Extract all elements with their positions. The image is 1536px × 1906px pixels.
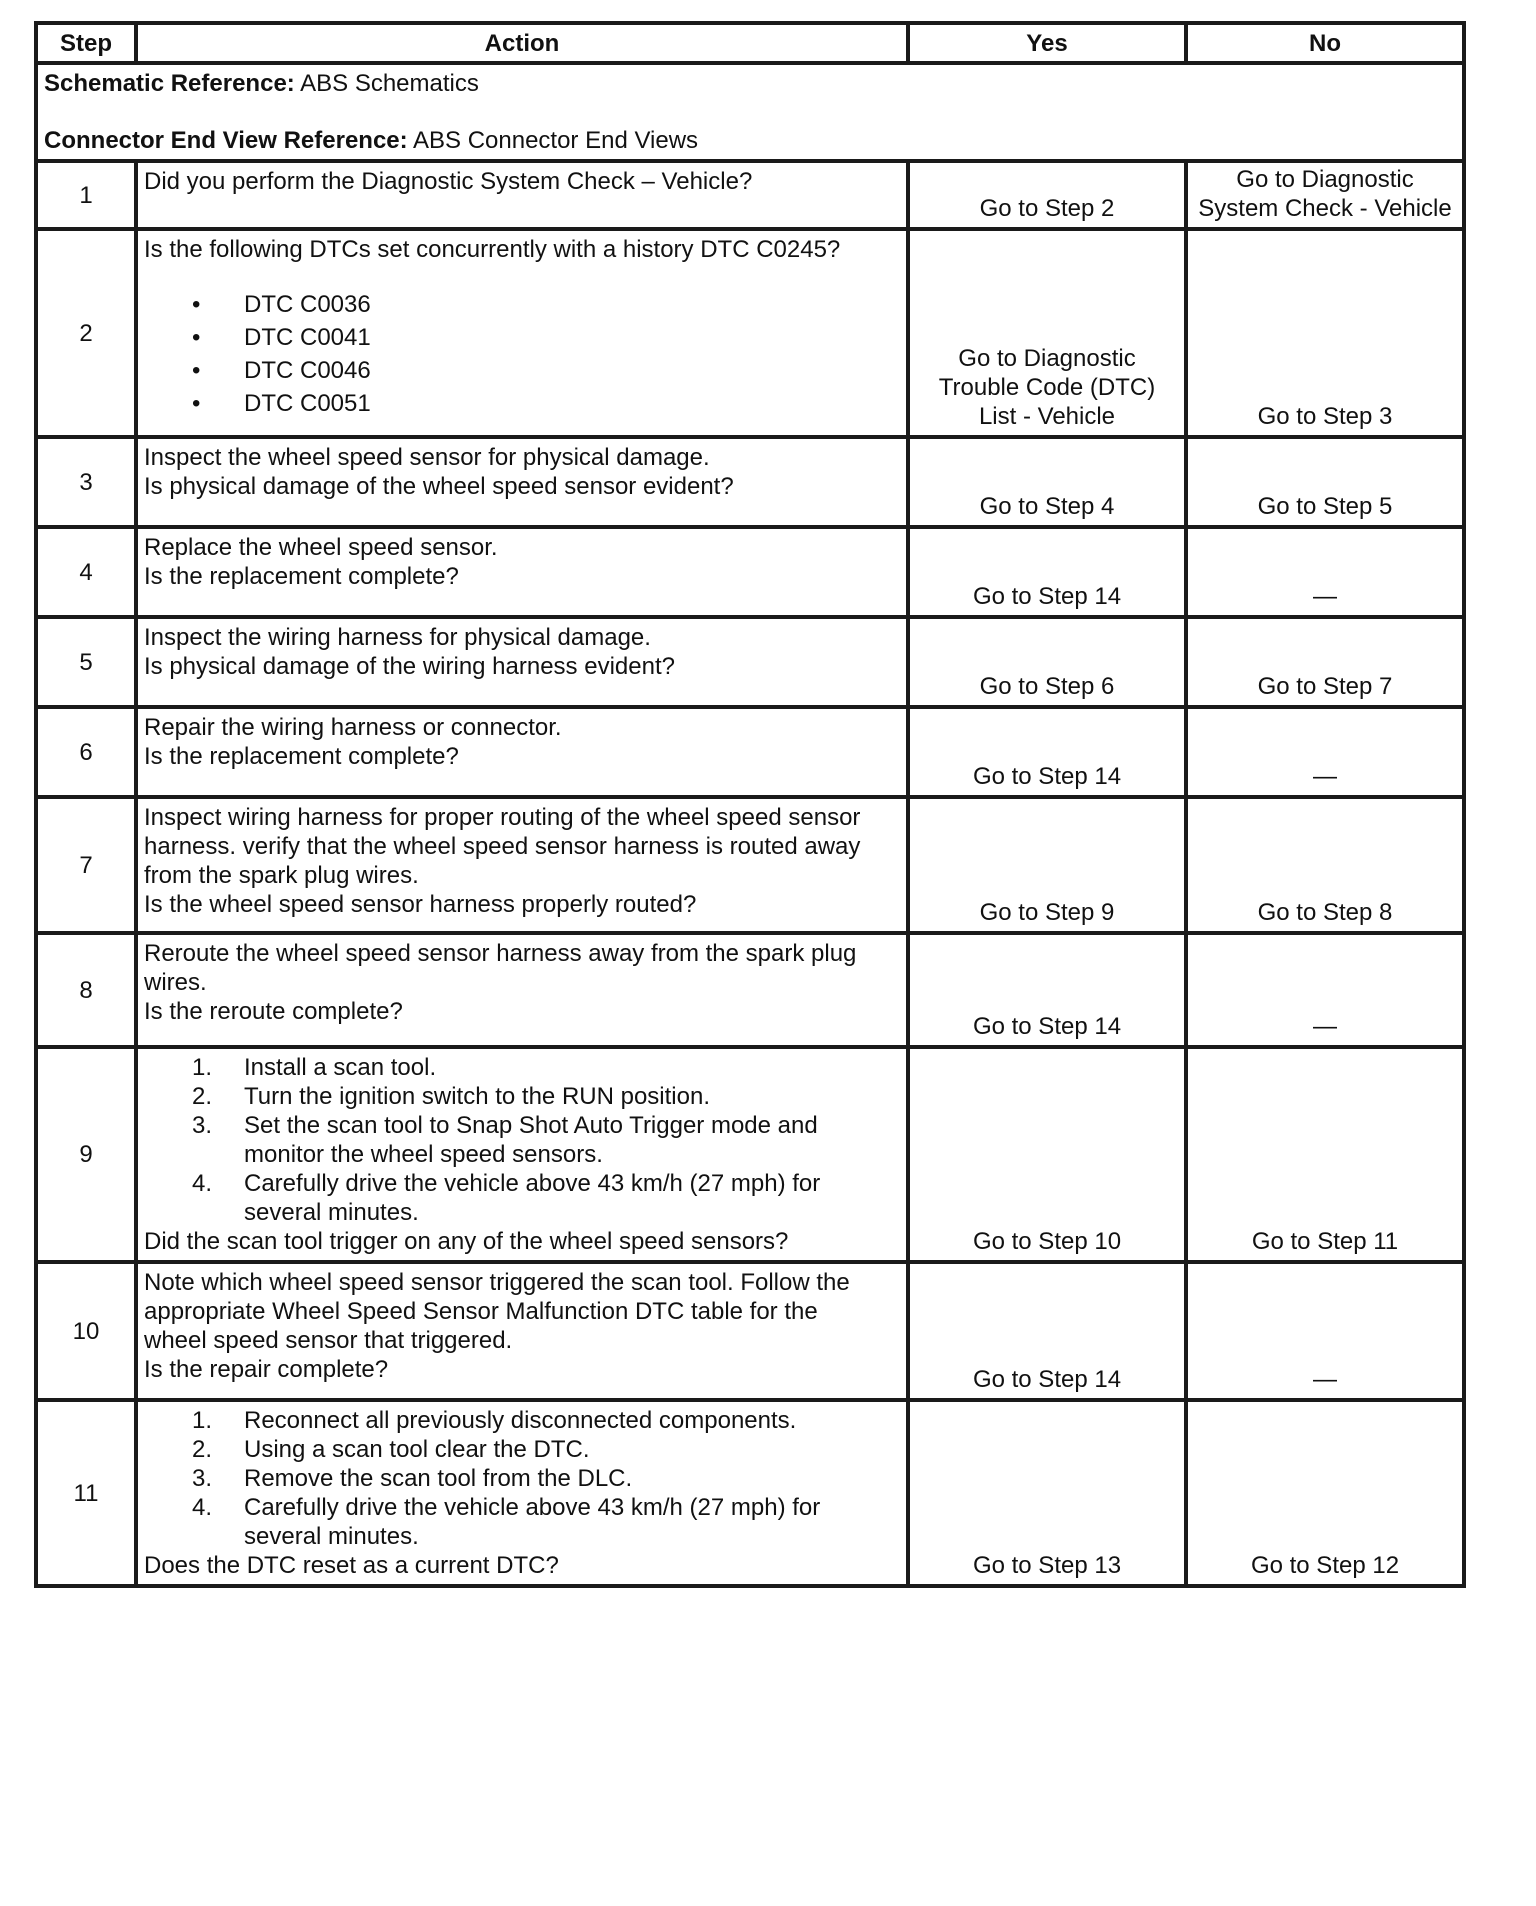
list-item: 2. Using a scan tool clear the DTC.: [192, 1436, 590, 1463]
action-cell: Inspect the wiring harness for physical damage. Is physical damage of the wiring harness evident?: [136, 617, 908, 707]
list-item: 4. Carefully drive the vehicle above 43 km/h (27 mph) for several minutes.: [192, 1170, 821, 1226]
list-item: 3. Set the scan tool to Snap Shot Auto Trigger mode and monitor the wheel speed sensors.: [192, 1112, 818, 1168]
step-number: 9: [36, 1047, 136, 1262]
table-row: [36, 797, 1464, 933]
list-item: 4. Carefully drive the vehicle above 43 km/h (27 mph) for several minutes.: [192, 1494, 821, 1550]
procedure-list: [144, 1053, 900, 1227]
header-step: Step: [36, 23, 136, 63]
table-row: [36, 527, 1464, 617]
list-item: • DTC C0036: [144, 290, 900, 323]
table-row: [36, 1262, 1464, 1400]
yes-cell: Go to Step 6: [908, 617, 1186, 707]
header-no: No: [1186, 23, 1464, 63]
procedure-list: [144, 1406, 900, 1551]
no-cell: Go to Step 3: [1186, 229, 1464, 437]
list-item: 2. Turn the ignition switch to the RUN position.: [192, 1083, 710, 1110]
action-cell: 1. Install a scan tool. 2. Turn the ignition switch to the RUN position. 3. Set the scan tool to Snap Shot Auto Trigger mode and monitor the wheel speed sensors. 4. Carefully drive the vehicle above 43 km/h (27 mph) for several minutes. Did the scan tool trigger on any of the wheel speed sensors?: [136, 1047, 908, 1262]
step-number: 10: [36, 1262, 136, 1400]
no-cell: —: [1186, 527, 1464, 617]
no-cell: Go to Step 8: [1186, 797, 1464, 933]
action-cell: Inspect wiring harness for proper routing of the wheel speed sensor harness. verify that the wheel speed sensor harness is routed away from the spark plug wires. Is the wheel speed sensor harness properly routed?: [136, 797, 908, 933]
step-number: 7: [36, 797, 136, 933]
table-row: [36, 707, 1464, 797]
yes-cell: Go to Step 14: [908, 707, 1186, 797]
list-item: 3. Remove the scan tool from the DLC.: [192, 1465, 633, 1492]
yes-cell: Go to Diagnostic Trouble Code (DTC) List - Vehicle: [908, 229, 1186, 437]
action-cell: Note which wheel speed sensor triggered the scan tool. Follow the appropriate Wheel Speed Sensor Malfunction DTC table for the wheel speed sensor that triggered. Is the repair complete?: [136, 1262, 908, 1400]
no-cell: Go to Diagnostic System Check - Vehicle: [1186, 161, 1464, 229]
action-cell: Is the following DTCs set concurrently with a history DTC C0245? • DTC C0036 • DTC C0041 • DTC C0046 • DTC C0051: [136, 229, 908, 437]
no-cell: —: [1186, 933, 1464, 1047]
yes-cell: Go to Step 14: [908, 933, 1186, 1047]
action-cell: Inspect the wheel speed sensor for physical damage. Is physical damage of the wheel speed sensor evident?: [136, 437, 908, 527]
no-cell: Go to Step 5: [1186, 437, 1464, 527]
no-cell: Go to Step 7: [1186, 617, 1464, 707]
no-cell: Go to Step 11: [1186, 1047, 1464, 1262]
dtc-list: [144, 290, 900, 422]
step-number: 2: [36, 229, 136, 437]
table-row: [36, 1047, 1464, 1262]
step-number: 8: [36, 933, 136, 1047]
no-cell: —: [1186, 707, 1464, 797]
yes-cell: Go to Step 4: [908, 437, 1186, 527]
table-row: [36, 437, 1464, 527]
yes-cell: Go to Step 13: [908, 1400, 1186, 1586]
reference-row: [36, 63, 1464, 161]
action-cell: Reroute the wheel speed sensor harness away from the spark plug wires. Is the reroute complete?: [136, 933, 908, 1047]
no-cell: Go to Step 12: [1186, 1400, 1464, 1586]
action-cell: 1. Reconnect all previously disconnected components. 2. Using a scan tool clear the DTC. 3. Remove the scan tool from the DLC. 4. Carefully drive the vehicle above 43 km/h (27 mph) for several minutes. Does the DTC reset as a current DTC?: [136, 1400, 908, 1586]
yes-cell: Go to Step 10: [908, 1047, 1186, 1262]
step-number: 3: [36, 437, 136, 527]
step-number: 4: [36, 527, 136, 617]
table-row: [36, 229, 1464, 437]
table-row: [36, 933, 1464, 1047]
list-item: • DTC C0051: [144, 389, 900, 422]
diagnostic-table: [34, 21, 1466, 1588]
connector-reference: Connector End View Reference: ABS Connector End Views: [44, 127, 699, 154]
step-number: 11: [36, 1400, 136, 1586]
yes-cell: Go to Step 14: [908, 1262, 1186, 1400]
step-number: 1: [36, 161, 136, 229]
schematic-reference: Schematic Reference: ABS Schematics: [44, 70, 479, 97]
step-number: 6: [36, 707, 136, 797]
yes-cell: Go to Step 2: [908, 161, 1186, 229]
table-row: [36, 617, 1464, 707]
yes-cell: Go to Step 14: [908, 527, 1186, 617]
action-cell: Repair the wiring harness or connector. Is the replacement complete?: [136, 707, 908, 797]
action-cell: Did you perform the Diagnostic System Check – Vehicle?: [136, 161, 908, 229]
header-yes: Yes: [908, 23, 1186, 63]
list-item: • DTC C0046: [144, 356, 900, 389]
list-item: • DTC C0041: [144, 323, 900, 356]
header-row: [36, 23, 1464, 63]
list-item: 1. Install a scan tool.: [192, 1054, 437, 1081]
yes-cell: Go to Step 9: [908, 797, 1186, 933]
no-cell: —: [1186, 1262, 1464, 1400]
header-action: Action: [136, 23, 908, 63]
reference-cell: [36, 63, 1464, 161]
table-row: [36, 1400, 1464, 1586]
list-item: 1. Reconnect all previously disconnected components.: [192, 1407, 797, 1434]
action-cell: Replace the wheel speed sensor. Is the replacement complete?: [136, 527, 908, 617]
table-row: [36, 161, 1464, 229]
step-number: 5: [36, 617, 136, 707]
